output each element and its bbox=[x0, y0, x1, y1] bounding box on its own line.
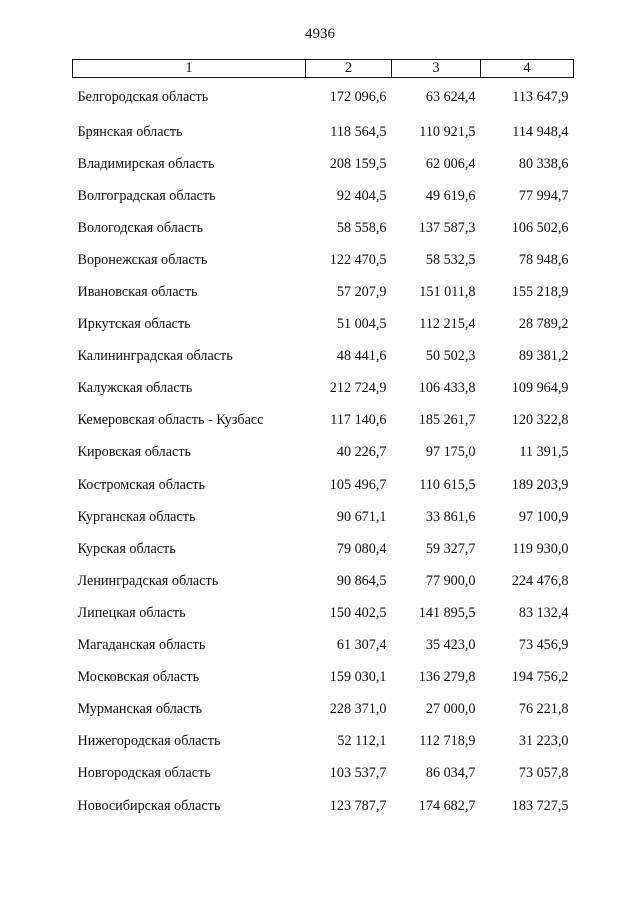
value-cell-col-3: 112 718,9 bbox=[419, 733, 476, 750]
value-cell-col-4: 189 203,9 bbox=[511, 476, 569, 493]
value-cell-col-3: 49 619,6 bbox=[425, 187, 476, 204]
value-cell-col-4: 89 381,2 bbox=[518, 348, 569, 365]
value-cell-col-3: 62 006,4 bbox=[425, 155, 476, 172]
region-name-cell: Ивановская область bbox=[77, 284, 198, 301]
region-name-cell: Магаданская область bbox=[77, 637, 206, 654]
table-row bbox=[73, 790, 574, 822]
value-cell-col-4: 11 391,5 bbox=[519, 444, 569, 461]
table-row bbox=[73, 309, 574, 341]
header-cell-2: 2 bbox=[306, 60, 392, 78]
table-row bbox=[73, 565, 574, 597]
value-cell-col-4: 28 789,2 bbox=[518, 316, 569, 333]
region-name-cell: Нижегородская область bbox=[77, 733, 221, 750]
table-row bbox=[73, 694, 574, 726]
value-cell-col-4: 31 223,0 bbox=[518, 733, 569, 750]
value-cell-col-3: 35 423,0 bbox=[425, 637, 476, 654]
value-cell-col-2: 61 307,4 bbox=[336, 637, 387, 654]
value-cell-col-4: 113 647,9 bbox=[512, 88, 569, 105]
value-cell-col-3: 185 261,7 bbox=[418, 412, 476, 429]
value-cell-col-2: 228 371,0 bbox=[329, 701, 387, 718]
table-row bbox=[73, 373, 574, 405]
value-cell-col-4: 114 948,4 bbox=[512, 123, 569, 140]
table-header bbox=[73, 60, 574, 78]
header-cell-4: 4 bbox=[481, 60, 574, 78]
value-cell-col-2: 58 558,6 bbox=[336, 219, 387, 236]
table-row bbox=[73, 341, 574, 373]
value-cell-col-2: 92 404,5 bbox=[336, 187, 387, 204]
header-cell-1: 1 bbox=[73, 60, 306, 78]
value-cell-col-2: 159 030,1 bbox=[329, 669, 387, 686]
region-name-cell: Костромская область bbox=[77, 476, 205, 493]
value-cell-col-2: 150 402,5 bbox=[329, 604, 387, 621]
data-table bbox=[72, 59, 574, 822]
value-cell-col-4: 83 132,4 bbox=[518, 604, 569, 621]
region-name-cell: Курская область bbox=[77, 540, 176, 557]
value-cell-col-4: 73 456,9 bbox=[518, 637, 569, 654]
region-name-cell: Новосибирская область bbox=[77, 797, 221, 814]
value-cell-col-2: 123 787,7 bbox=[329, 797, 387, 814]
table-row bbox=[73, 469, 574, 501]
value-cell-col-3: 136 279,8 bbox=[418, 669, 476, 686]
table-row bbox=[73, 726, 574, 758]
region-name-cell: Ленинградская область bbox=[77, 572, 219, 589]
value-cell-col-3: 58 532,5 bbox=[425, 251, 476, 268]
value-cell-col-3: 77 900,0 bbox=[425, 572, 476, 589]
value-cell-col-4: 224 476,8 bbox=[511, 572, 569, 589]
region-name-cell: Иркутская область bbox=[77, 316, 191, 333]
value-cell-col-3: 63 624,4 bbox=[425, 88, 476, 105]
value-cell-col-4: 194 756,2 bbox=[511, 669, 569, 686]
header-cell-3: 3 bbox=[392, 60, 481, 78]
value-cell-col-3: 97 175,0 bbox=[425, 444, 476, 461]
value-cell-col-4: 73 057,8 bbox=[518, 765, 569, 782]
region-name-cell: Курганская область bbox=[77, 508, 196, 525]
region-name-cell: Московская область bbox=[77, 669, 200, 686]
value-cell-col-2: 117 140,6 bbox=[330, 412, 387, 429]
value-cell-col-3: 27 000,0 bbox=[425, 701, 476, 718]
value-cell-col-3: 50 502,3 bbox=[425, 348, 476, 365]
value-cell-col-2: 90 671,1 bbox=[336, 508, 387, 525]
region-name-cell: Калужская область bbox=[77, 380, 193, 397]
region-name-cell: Калининградская область bbox=[77, 348, 233, 365]
table-row bbox=[73, 630, 574, 662]
value-cell-col-4: 109 964,9 bbox=[511, 380, 569, 397]
table-row bbox=[73, 116, 574, 148]
region-name-cell: Белгородская область bbox=[77, 88, 209, 105]
value-cell-col-4: 120 322,8 bbox=[511, 412, 569, 429]
value-cell-col-3: 110 615,5 bbox=[419, 476, 476, 493]
table-row bbox=[73, 662, 574, 694]
value-cell-col-4: 76 221,8 bbox=[518, 701, 569, 718]
region-name-cell: Брянская область bbox=[77, 123, 183, 140]
region-name-cell: Липецкая область bbox=[77, 604, 186, 621]
value-cell-col-4: 183 727,5 bbox=[511, 797, 569, 814]
value-cell-col-2: 103 537,7 bbox=[329, 765, 387, 782]
value-cell-col-2: 212 724,9 bbox=[329, 380, 387, 397]
value-cell-col-4: 78 948,6 bbox=[518, 251, 569, 268]
value-cell-col-2: 79 080,4 bbox=[336, 540, 387, 557]
value-cell-col-2: 40 226,7 bbox=[336, 444, 387, 461]
value-cell-col-3: 174 682,7 bbox=[418, 797, 476, 814]
table-row bbox=[73, 276, 574, 308]
table-row bbox=[73, 78, 574, 117]
value-cell-col-2: 105 496,7 bbox=[329, 476, 387, 493]
value-cell-col-3: 110 921,5 bbox=[419, 123, 476, 140]
value-cell-col-3: 59 327,7 bbox=[425, 540, 476, 557]
value-cell-col-3: 33 861,6 bbox=[425, 508, 476, 525]
value-cell-col-2: 90 864,5 bbox=[336, 572, 387, 589]
value-cell-col-2: 122 470,5 bbox=[329, 251, 387, 268]
table-row bbox=[73, 405, 574, 437]
region-name-cell: Мурманская область bbox=[77, 701, 203, 718]
table-row bbox=[73, 533, 574, 565]
region-name-cell: Кировская область bbox=[77, 444, 192, 461]
region-name-cell: Воронежская область bbox=[77, 251, 208, 268]
table-row bbox=[73, 501, 574, 533]
table-row bbox=[73, 148, 574, 180]
table-row bbox=[73, 597, 574, 629]
value-cell-col-3: 112 215,4 bbox=[419, 316, 476, 333]
value-cell-col-4: 97 100,9 bbox=[518, 508, 569, 525]
table-row bbox=[73, 212, 574, 244]
value-cell-col-2: 48 441,6 bbox=[336, 348, 387, 365]
value-cell-col-2: 172 096,6 bbox=[329, 88, 387, 105]
table-row bbox=[73, 180, 574, 212]
value-cell-col-2: 208 159,5 bbox=[329, 155, 387, 172]
region-name-cell: Вологодская область bbox=[77, 219, 204, 236]
value-cell-col-3: 106 433,8 bbox=[418, 380, 476, 397]
region-name-cell: Волгоградская область bbox=[77, 187, 216, 204]
value-cell-col-4: 77 994,7 bbox=[518, 187, 569, 204]
value-cell-col-4: 106 502,6 bbox=[511, 219, 569, 236]
value-cell-col-3: 86 034,7 bbox=[425, 765, 476, 782]
value-cell-col-2: 57 207,9 bbox=[336, 284, 387, 301]
table-row bbox=[73, 437, 574, 469]
value-cell-col-4: 80 338,6 bbox=[518, 155, 569, 172]
value-cell-col-2: 118 564,5 bbox=[330, 123, 387, 140]
value-cell-col-4: 119 930,0 bbox=[512, 540, 569, 557]
region-name-cell: Новгородская область bbox=[77, 765, 211, 782]
value-cell-col-2: 52 112,1 bbox=[337, 733, 387, 750]
value-cell-col-3: 141 895,5 bbox=[418, 604, 476, 621]
page-number: 4936 bbox=[305, 26, 335, 42]
table-row bbox=[73, 244, 574, 276]
region-name-cell: Кемеровская область - Кузбасс bbox=[77, 412, 264, 429]
header-row bbox=[73, 60, 574, 78]
value-cell-col-3: 151 011,8 bbox=[419, 284, 476, 301]
value-cell-col-3: 137 587,3 bbox=[418, 219, 476, 236]
value-cell-col-2: 51 004,5 bbox=[336, 316, 387, 333]
table-row bbox=[73, 758, 574, 790]
value-cell-col-4: 155 218,9 bbox=[511, 284, 569, 301]
table-body bbox=[73, 78, 574, 823]
region-name-cell: Владимирская область bbox=[77, 155, 215, 172]
